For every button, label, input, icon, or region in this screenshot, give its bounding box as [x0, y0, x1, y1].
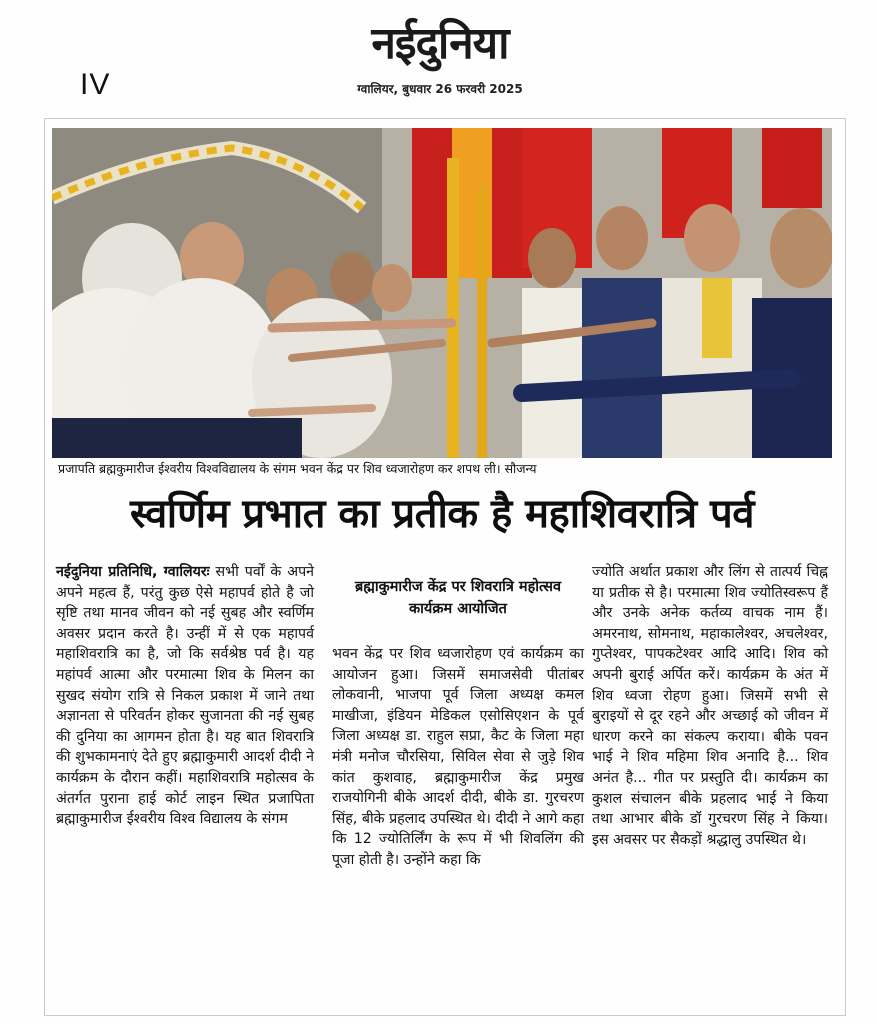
- article-column-3: [592, 562, 828, 850]
- article-body-col1: सभी पर्वों के अपने अपने महत्व हैं, परंतु कुछ ऐसे महापर्व होते है जो सृष्टि तथा मानव जीवन को नई सुबह और स्वर्णिम अवसर प्रदान करते है। उन्हीं में से एक महापर्व महाशिवरात्रि का है, जो कि सर्वश्रेष्ठ पर्व है। यह महांपर्व आत्मा और परमात्मा शिव के मिलन का सुखद संयोग रात्रि से निकल प्रकाश में जाने तथा अज्ञानता से परिवर्तन होकर सुजानता की नई सुबह की दुनिया का आगमन होता है। यह बात शिवरात्रि की शुभकामनाएं देते हुए ब्रह्माकुमारी आदर्श दीदी ने कार्यक्रम के दौरान कहीं। महाशिवरात्रि महोत्सव के अंतर्गत पुराना हाई कोर्ट लाइन स्थित प्रजापिता ब्रह्माकुमारीज ईश्वरीय विश्व विद्यालय के संगम: [56, 564, 315, 828]
- page-number: IV: [80, 68, 111, 101]
- photo-illustration: [52, 128, 832, 458]
- edition-dateline: ग्वालियर, बुधवार 26 फरवरी 2025: [357, 82, 523, 96]
- article-headline: स्वर्णिम प्रभात का प्रतीक है महाशिवरात्रि पर्व: [130, 491, 754, 537]
- article-subheading: ब्रह्माकुमारीज केंद्र पर शिवरात्रि महोत्सव कार्यक्रम आयोजित: [354, 579, 562, 617]
- news-photo: [52, 128, 832, 458]
- article-column-1: [56, 562, 314, 830]
- article-dateline: नईदुनिया प्रतिनिधि, ग्वालियरः: [56, 564, 210, 580]
- newspaper-logo: नईदुनिया: [371, 18, 509, 69]
- masthead: [300, 18, 580, 97]
- photo-caption: प्रजापति ब्रह्मकुमारीज ईश्वरीय विश्वविद्यालय के संगम भवन केंद्र पर शिव ध्वजारोहण कर शपथ ली। सौजन्य: [58, 461, 537, 476]
- article-column-2: [332, 562, 584, 871]
- article-body-col2: भवन केंद्र पर शिव ध्वजारोहण एवं कार्यक्रम का आयोजन हुआ। जिसमें समाजसेवी पीतांबर लोकवानी, भाजपा पूर्व जिला अध्यक्ष कमल माखीजा, इंडियन मेडिकल एसोसिएशन के पूर्व जिला अध्यक्ष डा. राहुल सप्रा, कैट के जिला महा मंत्री मनोज चौरसिया, सिविल सेवा से जुड़े शिव कांत कुशवाह, ब्रह्माकुमारीज केंद्र प्रमुख राजयोगिनी बीके आदर्श दीदी, बीके डा. गुरचरण सिंह, बीके प्रहलाद उपस्थित थे। दीदी ने आगे कहा कि 12 ज्योतिर्लिंग के रूप में भी शिवलिंग की पूजा होती है। उन्होंने कहा कि: [332, 646, 584, 868]
- article-body-col3: ज्योति अर्थात प्रकाश और लिंग से तात्पर्य चिह्न या प्रतीक से है। परमात्मा शिव ज्योतिस्वरूप हैं और उनके अनेक कर्तव्य वाचक नाम हैं। अमरनाथ, सोमनाथ, महाकालेश्वर, अचलेश्वर, गुप्तेश्वर, पापकटेश्वर आदि आदि। शिव को अपनी बुराई अर्पित करें। कार्यक्रम के अंत में शिव ध्वजा रोहण हुआ। जिसमें सभी से बुराइयों से दूर रहने और अच्छाई को जीवन में धारण करने का संकल्प कराया। बीके पवन भाई ने शिव महिमा शिव अनादि है... शिव अनंत है... गीत पर प्रस्तुति दी। कार्यक्रम का कुशल संचालन बीके प्रहलाद भाई ने किया तथा आभार बीके डॉ गुरचरण सिंह ने किया। इस अवसर पर सैकड़ों श्रद्धालु उपस्थित थे।: [592, 564, 828, 848]
